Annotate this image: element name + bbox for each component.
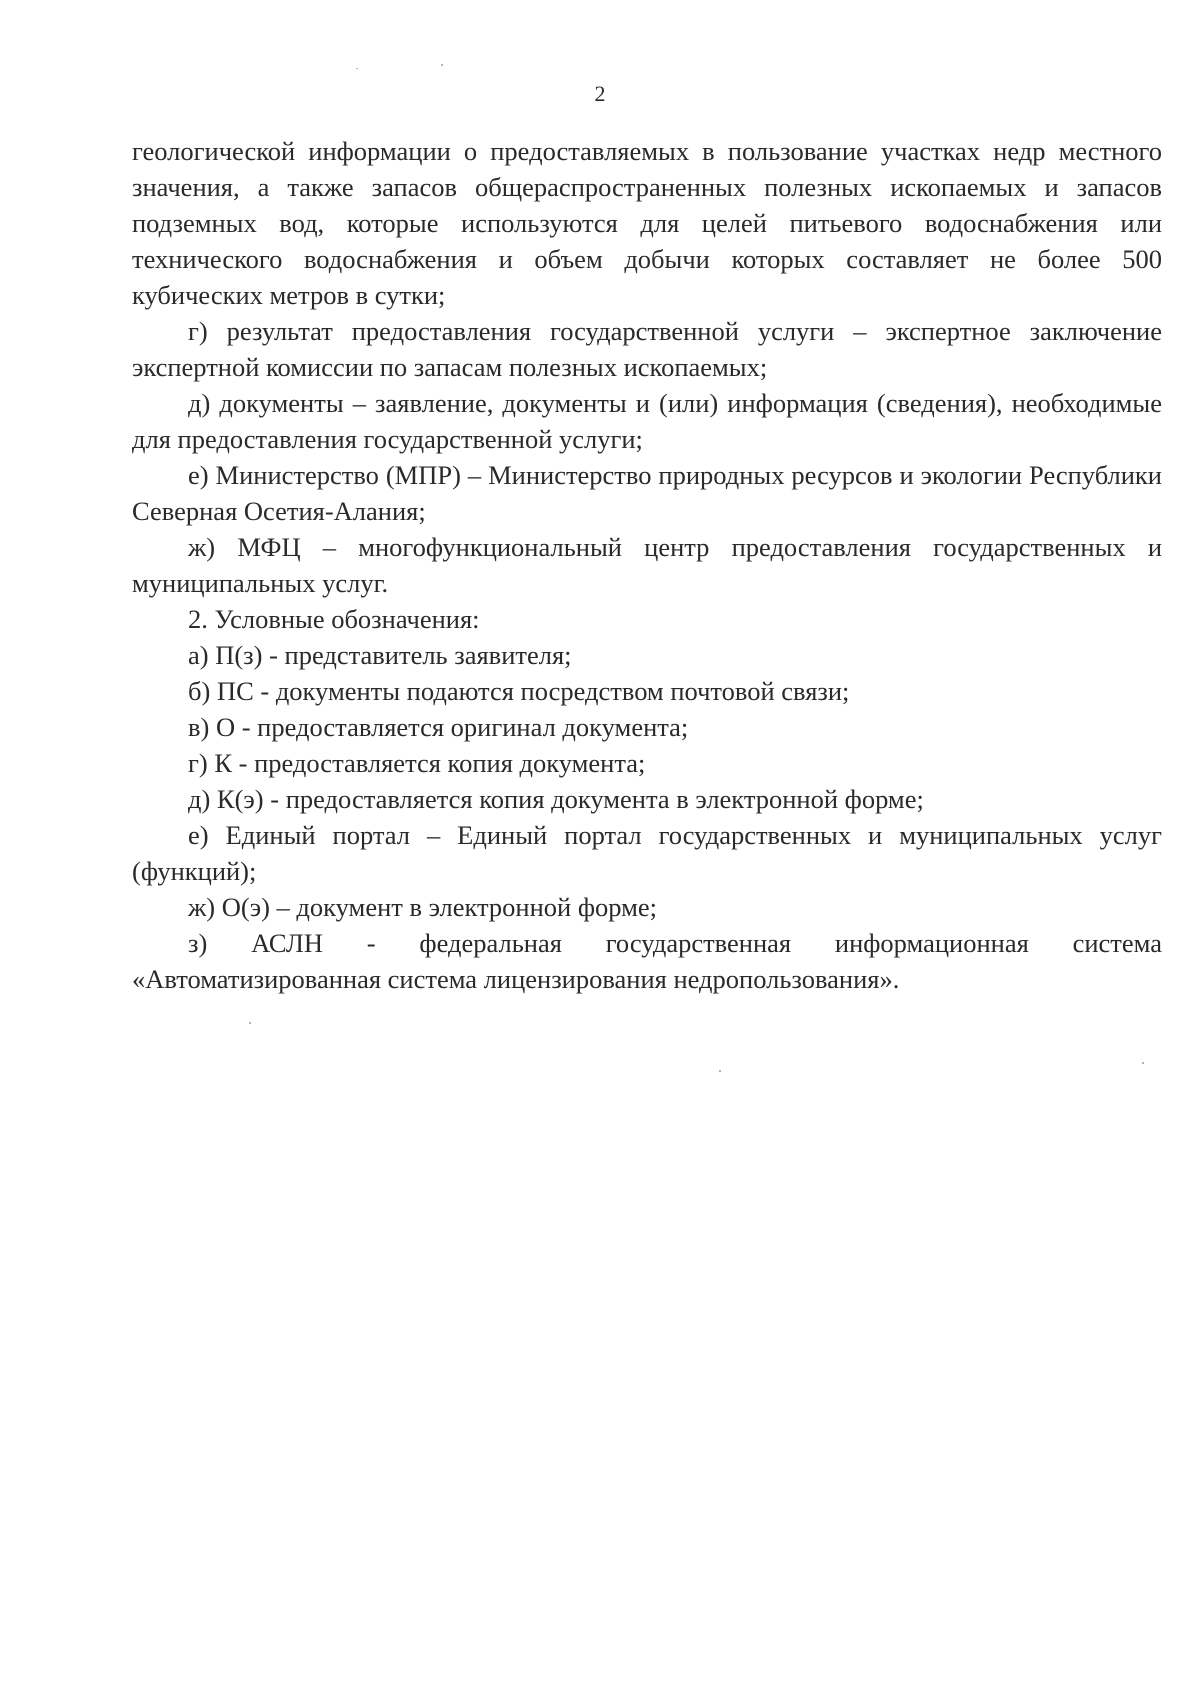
symbol-item-d: д) К(э) - предоставляется копия документа в электронной форме; <box>188 784 924 814</box>
paragraph-item-d: д) документы – заявление, документы и (или) информация (сведения), необходимые для предоставления государственной услуги; <box>132 388 1162 454</box>
scan-speck <box>249 1022 251 1024</box>
paragraph-item-zh: ж) МФЦ – многофункциональный центр предоставления государственных и муниципальных услуг. <box>132 532 1162 598</box>
document-body <box>132 133 1162 997</box>
symbol-item-z: з) АСЛН - федеральная государственная информационная система «Автоматизированная система лицензирования недропользования». <box>132 928 1162 994</box>
section-heading-symbols: 2. Условные обозначения: <box>188 604 480 634</box>
symbol-item-zh: ж) О(э) – документ в электронной форме; <box>188 892 658 922</box>
scan-speck <box>1142 1062 1144 1064</box>
symbol-item-g: г) К - предоставляется копия документа; <box>188 748 646 778</box>
paragraph-continuation: геологической информации о предоставляемых в пользование участках недр местного значения, а также запасов общераспространенных полезных ископаемых и запасов подземных вод, которые используются для целей питьевого водоснабжения или технического водоснабжения и объем добычи которых составляет не более 500 кубических метров в сутки; <box>132 136 1162 310</box>
symbol-item-e: е) Единый портал – Единый портал государственных и муниципальных услуг (функций); <box>132 820 1162 886</box>
symbol-item-b: б) ПС - документы подаются посредством почтовой связи; <box>188 676 850 706</box>
symbol-item-a: а) П(з) - представитель заявителя; <box>188 640 572 670</box>
paragraph-item-g: г) результат предоставления государственной услуги – экспертное заключение экспертной комиссии по запасам полезных ископаемых; <box>132 316 1162 382</box>
scan-speck <box>441 64 443 66</box>
symbol-item-v: в) О - предоставляется оригинал документа; <box>188 712 689 742</box>
scan-speck <box>719 1070 721 1072</box>
page-number: 2 <box>594 81 606 106</box>
scan-speck <box>356 68 358 69</box>
paragraph-item-e: е) Министерство (МПР) – Министерство природных ресурсов и экологии Республики Северная Осетия-Алания; <box>132 460 1162 526</box>
